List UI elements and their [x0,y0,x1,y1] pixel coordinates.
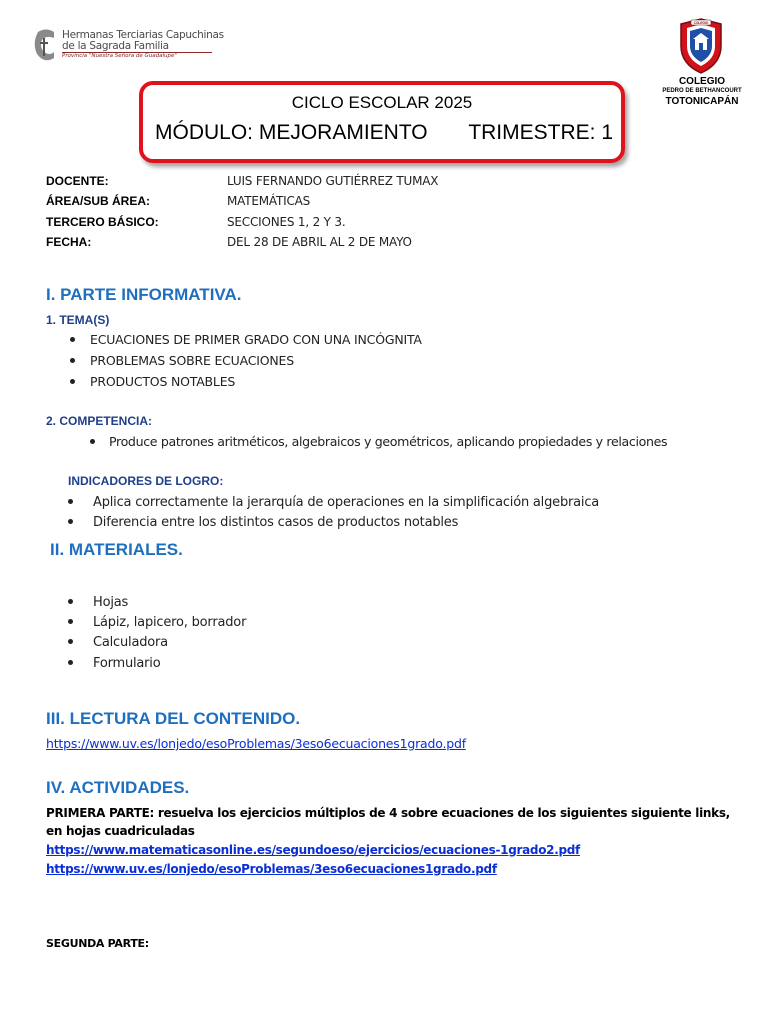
list-item [68,656,160,671]
tema-text: ECUACIONES DE PRIMER GRADO CON UNA INCÓGNITA [90,332,422,347]
segunda-parte-label: SEGUNDA PARTE: [46,937,149,950]
capuchin-emblem-icon [32,28,60,62]
bullet-icon [70,358,75,363]
crest-name-line1: COLEGIO [678,76,726,87]
section-heading-lectura: III. LECTURA DEL CONTENIDO. [46,709,301,728]
indicador-text: Diferencia entre los distintos casos de productos notables [93,515,459,530]
school-year-title: CICLO ESCOLAR 2025 [291,93,473,112]
material-text: Lápiz, lapicero, borrador [93,615,247,630]
primera-parte-instructions: resuelva los ejercicios múltiplos de 4 sobre ecuaciones de los siguientes siguiente links, [154,806,730,820]
indicadores-label: INDICADORES DE LOGRO: [68,474,224,488]
org-name-line2: de la Sagrada Familia [62,40,169,52]
list-item [90,434,667,449]
competencia-text: Produce patrones aritméticos, algebraicos y geométricos, aplicando propiedades y relaciones [109,434,668,449]
trimester-title: TRIMESTRE: 1 [468,121,613,144]
actividad-link-1[interactable]: https://www.matematicasonline.es/segundoeso/ejercicios/ecuaciones-1grado2.pdf [46,843,580,857]
org-name-line1: Hermanas Terciarias Capuchinas [62,29,224,41]
module-title: MÓDULO: MEJORAMIENTO [155,121,428,144]
bullet-icon [68,619,73,624]
info-label-fecha: FECHA: [46,235,92,249]
info-label-area: ÁREA/SUB ÁREA: [46,194,151,208]
section-heading-actividades: IV. ACTIVIDADES. [46,778,190,797]
org-logo [32,28,232,70]
info-value-grado: SECCIONES 1, 2 Y 3. [227,215,346,229]
list-item [68,515,458,530]
crest-name-line2: PEDRO DE BETHANCOURT [662,88,742,94]
list-item [70,374,235,389]
list-item [70,332,422,347]
title-box [139,81,625,163]
list-item [68,495,599,510]
list-item [68,595,128,610]
bullet-icon [70,379,75,384]
material-text: Hojas [93,595,129,610]
tema-text: PROBLEMAS SOBRE ECUACIONES [90,353,294,368]
info-label-grado: TERCERO BÁSICO: [46,215,159,229]
bullet-icon [70,337,75,342]
school-crest [660,18,744,118]
shield-icon [678,18,724,74]
temas-label: 1. TEMA(S) [46,313,110,327]
primera-parte-text-line2: en hojas cuadriculadas [46,824,195,838]
bullet-icon [68,660,73,665]
tema-text: PRODUCTOS NOTABLES [90,374,236,389]
crest-top-text: COLEGIO [693,21,709,25]
competencia-label: 2. COMPETENCIA: [46,414,153,428]
indicador-text: Aplica correctamente la jerarquía de operaciones en la simplificación algebraica [93,495,600,510]
info-label-docente: DOCENTE: [46,174,109,188]
info-value-fecha: DEL 28 DE ABRIL AL 2 DE MAYO [227,235,412,249]
info-value-docente: LUIS FERNANDO GUTIÉRREZ TUMAX [227,174,439,188]
list-item [68,615,246,630]
crest-name-line3: TOTONICAPÁN [665,96,739,107]
primera-parte-text [46,806,730,820]
org-province: Provincia "Nuestra Señora de Guadalupe" [62,53,177,59]
lectura-link[interactable]: https://www.uv.es/lonjedo/esoProblemas/3eso6ecuaciones1grado.pdf [46,736,466,751]
bullet-icon [68,599,73,604]
section-heading-informativa: I. PARTE INFORMATIVA. [46,285,242,304]
list-item [68,635,168,650]
material-text: Formulario [93,656,161,671]
primera-parte-label: PRIMERA PARTE: [46,806,155,820]
list-item [70,353,294,368]
actividad-link-2[interactable]: https://www.uv.es/lonjedo/esoProblemas/3eso6ecuaciones1grado.pdf [46,862,497,876]
bullet-icon [90,439,95,444]
info-value-area: MATEMÁTICAS [227,194,311,208]
bullet-icon [68,499,73,504]
section-heading-materiales: II. MATERIALES. [50,540,183,559]
material-text: Calculadora [93,635,168,650]
bullet-icon [68,639,73,644]
bullet-icon [68,519,73,524]
